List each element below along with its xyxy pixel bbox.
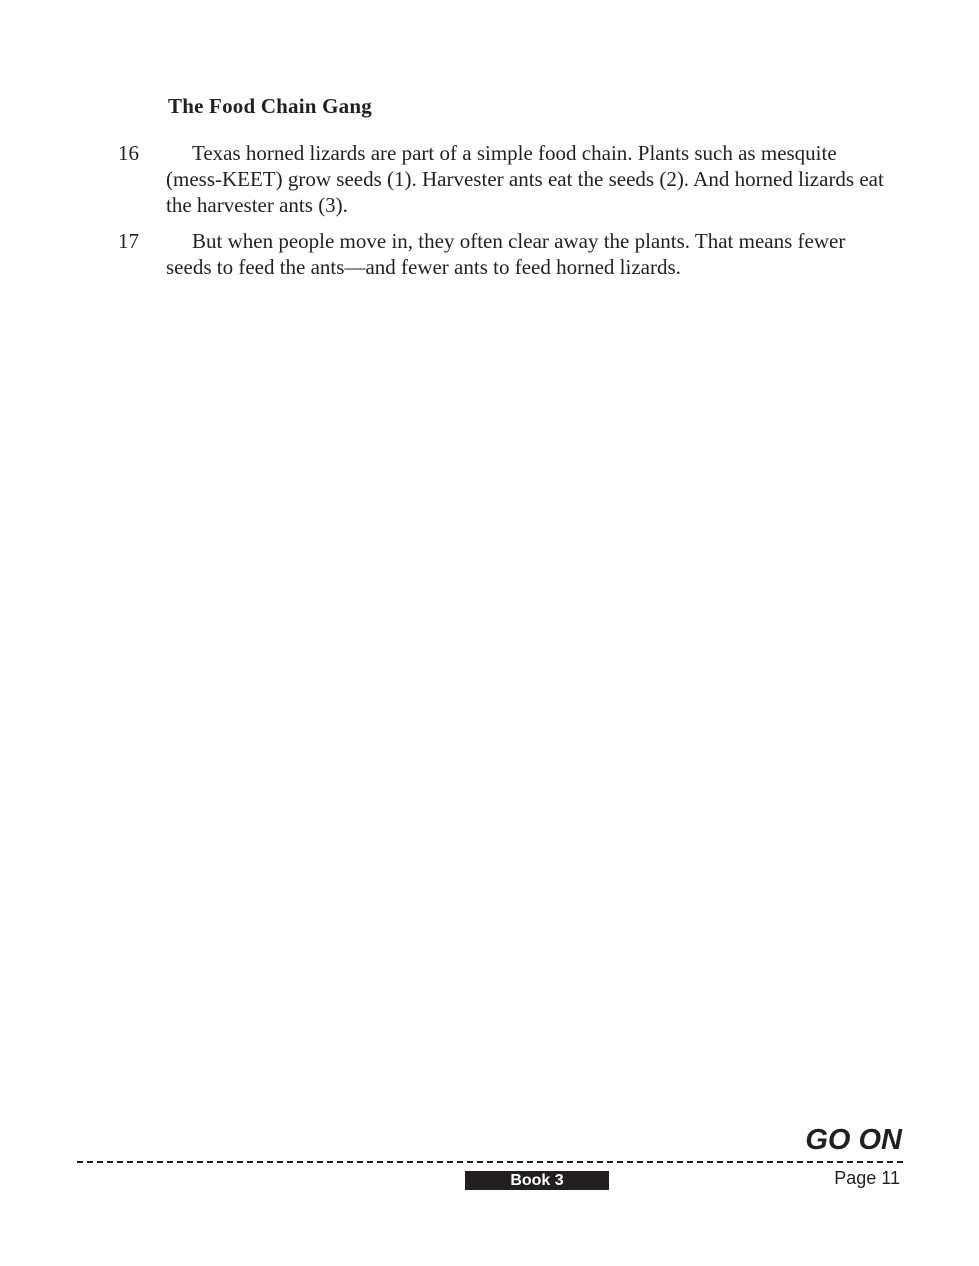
- paragraph-number: 17: [118, 229, 139, 253]
- page-number: Page 11: [834, 1168, 900, 1188]
- section-title: The Food Chain Gang: [168, 94, 372, 118]
- paragraph-number: 16: [118, 141, 139, 165]
- paragraph-text: But when people move in, they often clear away the plants. That means fewer seeds to feed the ants—and fewer ants to feed horned lizards.: [166, 229, 846, 279]
- dashed-divider: [77, 1161, 903, 1163]
- paragraph-17: [118, 228, 898, 284]
- go-on-label: GO ON: [805, 1124, 902, 1156]
- book-badge: Book 3: [465, 1171, 609, 1190]
- paragraph-text: Texas horned lizards are part of a simple food chain. Plants such as mesquite (mess-KEET) grow seeds (1). Harvester ants eat the seeds (2). And horned lizards eat the harvester ants (3).: [166, 141, 884, 217]
- paragraph-16: [118, 140, 898, 220]
